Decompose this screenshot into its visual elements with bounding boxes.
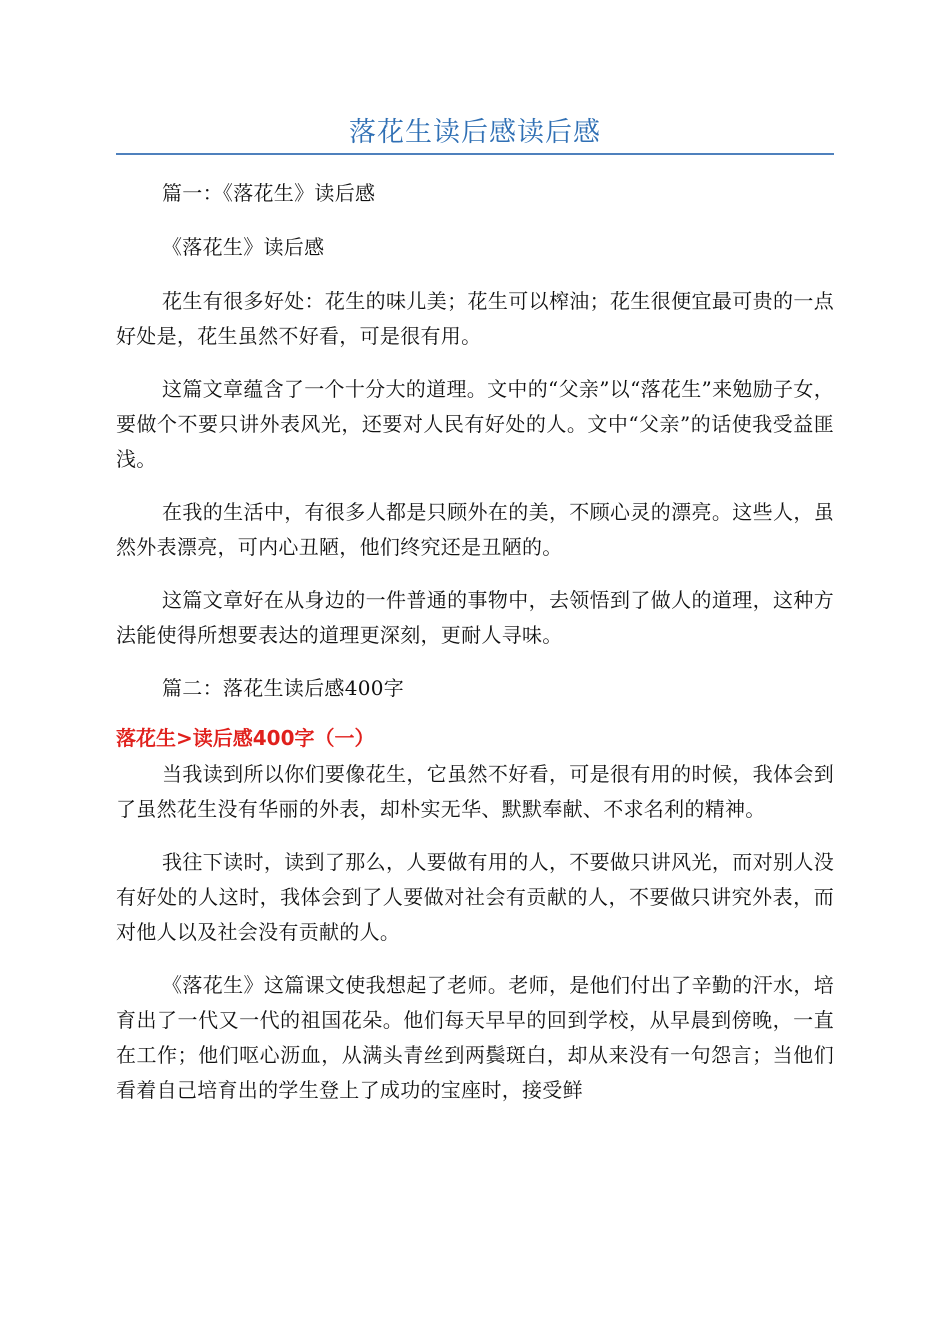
paragraph-teacher-reflection: 《落花生》这篇课文使我想起了老师。老师，是他们付出了辛勤的汗水，培育出了一代又一代的祖国花朵。他们每天早早的回到学校，从早晨到傍晚，一直在工作；他们呕心沥血，从满头青丝到两鬓斑白，却从来没有一句怨言；当他们看着自己培育出的学生登上了成功的宝座时，接受鲜 [116, 973, 834, 1102]
paragraph-reading-experience: 当我读到所以你们要像花生，它虽然不好看，可是很有用的时候，我体会到了虽然花生没有华丽的外表，却朴实无华、默默奉献、不求名利的精神。 [116, 762, 834, 821]
paragraph-peanut-benefits: 花生有很多好处：花生的味儿美；花生可以榨油；花生很便宜最可贵的一点好处是，花生虽然不好看，可是很有用。 [116, 289, 834, 348]
document-title: 落花生读后感读后感 [349, 117, 601, 148]
paragraph-reading-further: 我往下读时，读到了那么，人要做有用的人，不要做只讲风光，而对别人没有好处的人这时，我体会到了人要做对社会有贡献的人，不要做只讲究外表，而对他人以及社会没有贡献的人。 [116, 850, 834, 944]
section-subheading: 落花生>读后感400字（一） [116, 726, 375, 750]
title-underline-rule [116, 153, 834, 155]
document-body [116, 176, 834, 1126]
paragraph-life-reflection: 在我的生活中，有很多人都是只顾外在的美，不顾心灵的漂亮。这些人，虽然外表漂亮，可内心丑陋，他们终究还是丑陋的。 [116, 500, 834, 559]
paragraph-book-title: 《落花生》读后感 [162, 235, 325, 259]
paragraph-part-two-heading: 篇二：落花生读后感400字 [162, 676, 405, 700]
paragraph-article-meaning: 这篇文章蕴含了一个十分大的道理。文中的“父亲”以“落花生”来勉励子女，要做个不要只讲外表风光，还要对人民有好处的人。文中“父亲”的话使我受益匪浅。 [116, 377, 834, 471]
paragraph-part-one-heading: 篇一：《落花生》读后感 [162, 181, 376, 205]
paragraph-writing-method: 这篇文章好在从身边的一件普通的事物中，去领悟到了做人的道理，这种方法能使得所想要表达的道理更深刻，更耐人寻味。 [116, 588, 834, 647]
